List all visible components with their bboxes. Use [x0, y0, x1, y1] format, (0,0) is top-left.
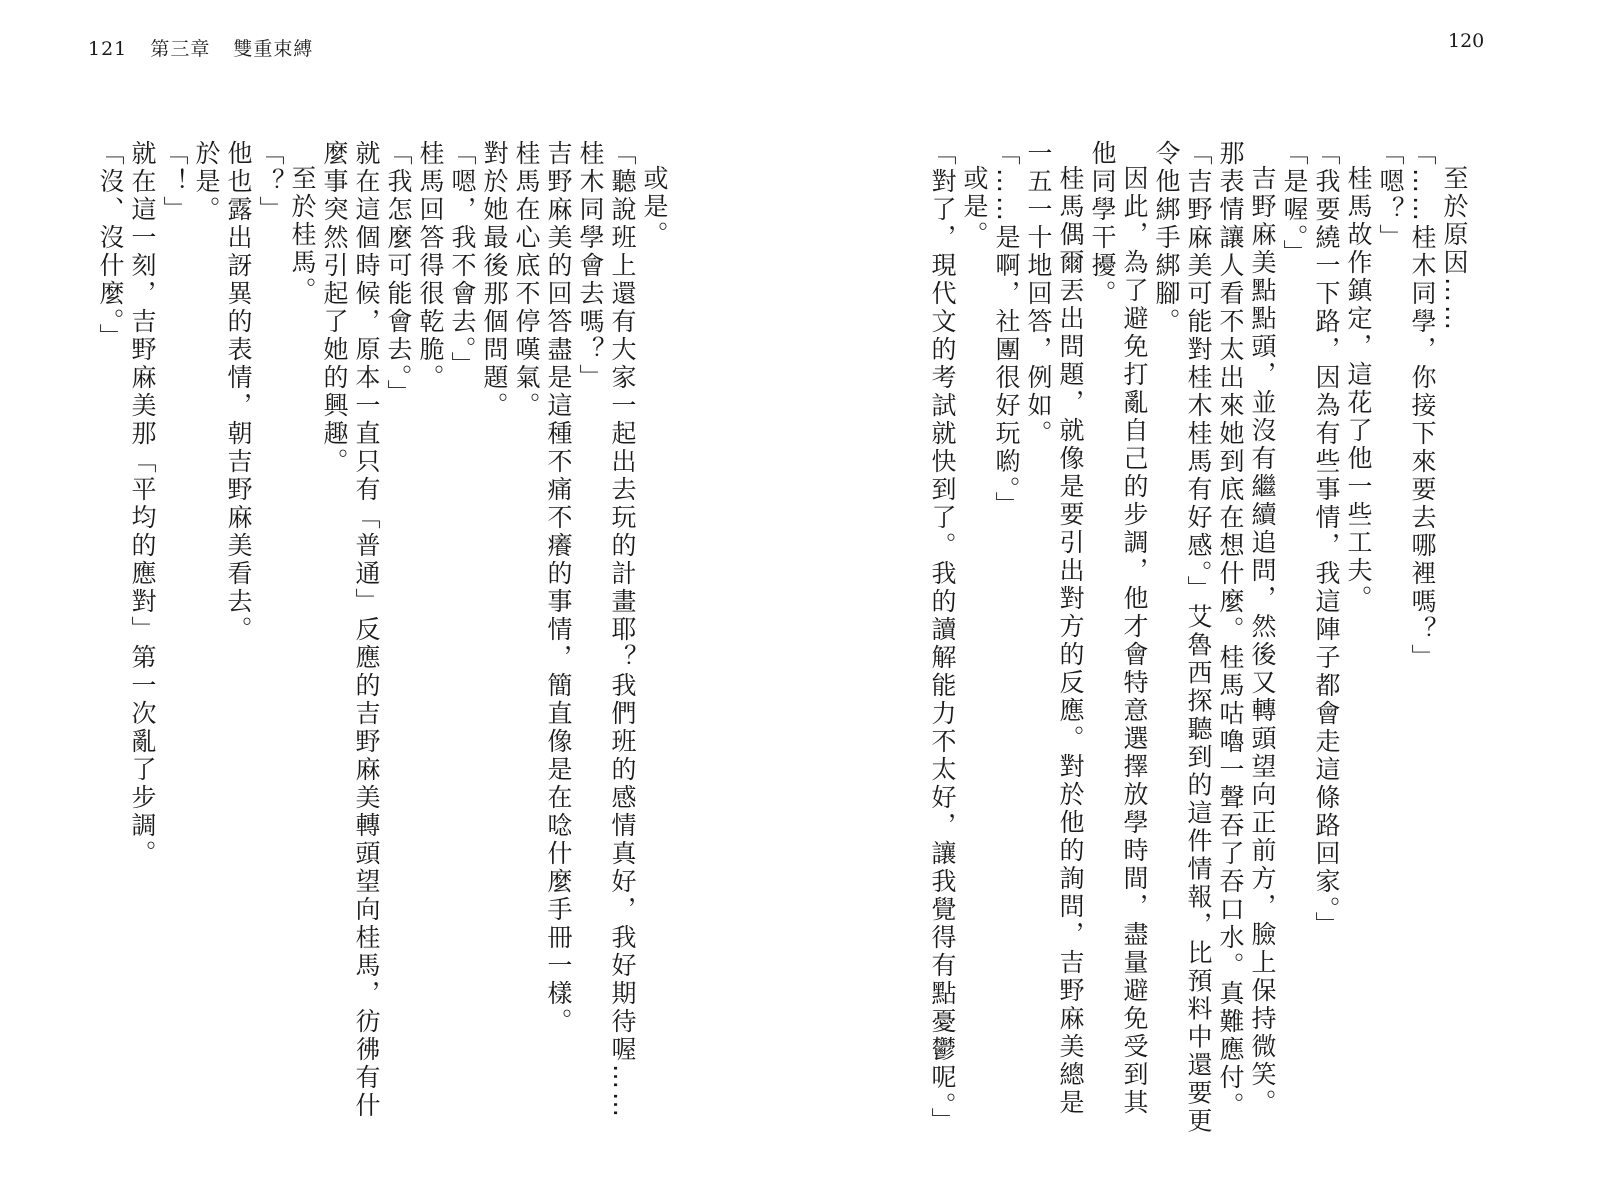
- text-paragraph: 「是喔。」: [1280, 140, 1309, 268]
- text-paragraph: 「吉野麻美可能對桂木桂馬有好感。」艾魯西探聽到的這件情報，比預料中還要更令他綁手綁腳。: [1152, 140, 1213, 1136]
- text-paragraph: 「？」: [256, 140, 285, 224]
- text-paragraph: 桂馬在心底不停嘆氣。: [512, 140, 541, 420]
- left-page-header: [88, 34, 329, 61]
- right-page-number: 120: [1448, 30, 1485, 52]
- right-page-text: [926, 140, 1470, 1140]
- right-page: [890, 140, 1470, 1140]
- text-paragraph: 因此，為了避免打亂自己的步調，他才會特意選擇放學時間，盡量避免受到其他同學干擾。: [1088, 140, 1149, 1117]
- text-paragraph: 至於桂馬。: [288, 165, 317, 305]
- text-paragraph: 桂馬故作鎮定，這花了他一些工夫。: [1344, 165, 1373, 613]
- text-paragraph: 「我要繞一下路，因為有些事情，我這陣子都會走這條路回家。」: [1312, 140, 1341, 940]
- text-paragraph: 「……桂木同學，你接下來要去哪裡嗎？」: [1408, 140, 1437, 672]
- left-page: [80, 140, 670, 1140]
- text-paragraph: 就在這一刻，吉野麻美那「平均的應對」第一次亂了步調。: [128, 140, 157, 868]
- text-paragraph: 就在這個時候，原本一直只有「普通」反應的吉野麻美轉頭望向桂馬，彷彿有什麼事突然引起了她的興趣。: [320, 140, 381, 1120]
- text-paragraph: 桂馬回答得很乾脆。: [416, 140, 445, 392]
- text-paragraph: 對於她最後那個問題。: [480, 140, 509, 420]
- text-paragraph: 「……是啊，社團很好玩喲。」: [992, 140, 1021, 520]
- text-paragraph: 「嗯？」: [1376, 140, 1405, 252]
- text-paragraph: 「沒、沒什麼。」: [96, 140, 125, 352]
- text-paragraph: 吉野麻美點點頭，並沒有繼續追問，然後又轉頭望向正前方，臉上保持微笑。那表情讓人看不太出來她到底在想什麼。桂馬咕嚕一聲吞了吞口水。真難應付。: [1216, 140, 1277, 1120]
- left-page-number: 121: [88, 38, 128, 60]
- text-paragraph: 至於原因……: [1440, 165, 1469, 333]
- text-paragraph: 「嗯，我不會去。」: [448, 140, 477, 380]
- text-paragraph: 「我怎麼可能會去。」: [384, 140, 413, 408]
- text-paragraph: 「聽說班上還有大家一起出去玩的計畫耶？我們班的感情真好，我好期待喔……桂木同學會去嗎？」: [576, 140, 637, 1120]
- text-paragraph: 他也露出訝異的表情，朝吉野麻美看去。: [224, 140, 253, 644]
- left-page-text: [94, 140, 670, 1140]
- text-paragraph: 或是。: [640, 165, 669, 249]
- text-paragraph: 吉野麻美的回答盡是這種不痛不癢的事情，簡直像是在唸什麼手冊一樣。: [544, 140, 573, 1036]
- text-paragraph: 於是。: [192, 140, 221, 224]
- text-paragraph: 「對了，現代文的考試就快到了。我的讀解能力不太好，讓我覺得有點憂鬱呢。」: [928, 140, 957, 1136]
- chapter-number: 第三章: [150, 38, 211, 60]
- chapter-title: 雙重束縛: [233, 38, 314, 60]
- text-paragraph: 桂馬偶爾丟出問題，就像是要引出對方的反應。對於他的詢問，吉野麻美總是一五一十地回答，例如。: [1024, 140, 1085, 1117]
- text-paragraph: 或是。: [960, 165, 989, 249]
- text-paragraph: 「！」: [160, 140, 189, 224]
